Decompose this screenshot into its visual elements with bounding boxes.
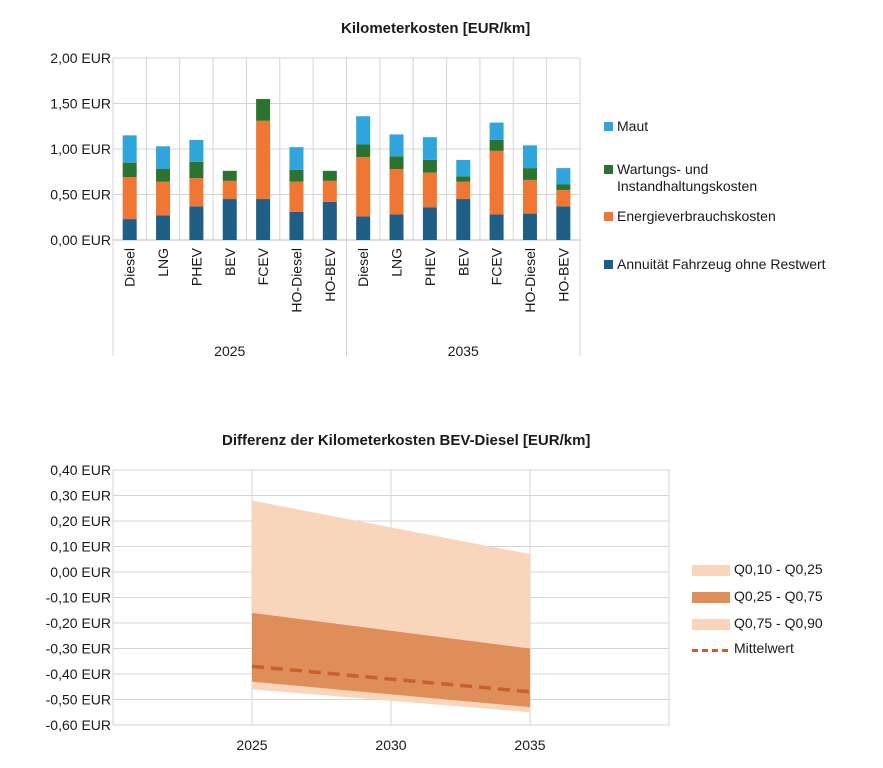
bar-segment (189, 162, 203, 178)
bar-segment (390, 169, 404, 215)
x-tick-label: Diesel (355, 248, 372, 287)
bar-segment (423, 137, 437, 160)
legend-label: Q0,25 - Q0,75 (734, 588, 823, 604)
bar-segment (356, 216, 370, 240)
bar-segment (223, 199, 237, 240)
bar-segment (556, 184, 570, 189)
bar-segment (456, 160, 470, 176)
y-tick-label: -0,60 EUR (45, 717, 111, 733)
x-tick-label: HO-Diesel (288, 248, 305, 313)
legend-dash (692, 649, 728, 652)
legend-label: Energieverbrauchskosten (617, 208, 776, 224)
y-tick-label: 1,50 EUR (50, 95, 111, 112)
legend-swatch (604, 212, 613, 221)
bar-segment (556, 206, 570, 240)
bar-segment (423, 207, 437, 240)
y-tick-label: 1,00 EUR (50, 141, 111, 157)
bar-segment (456, 176, 470, 181)
bar-segment (556, 168, 570, 184)
bar-segment (456, 199, 470, 240)
bar-segment (323, 171, 337, 181)
y-tick-label: 0,20 EUR (50, 513, 111, 529)
bar-segment (490, 140, 504, 151)
bar-segment (523, 145, 537, 168)
x-tick-label: BEV (221, 248, 238, 277)
legend-swatch (604, 165, 613, 174)
bar-segment (256, 121, 270, 199)
bar-segment (390, 134, 404, 156)
group-label: 2025 (214, 343, 246, 359)
chart-title: Kilometerkosten [EUR/km] (341, 20, 531, 37)
bar-segment (156, 146, 170, 169)
chart-title: Differenz der Kilometerkosten BEV-Diesel [EUR/km] (222, 432, 591, 449)
x-tick-label: PHEV (421, 248, 438, 287)
bar-segment (256, 199, 270, 240)
bar-segment (556, 190, 570, 206)
bar-segment (123, 135, 137, 162)
legend-swatch (604, 260, 613, 269)
bar-segment (456, 182, 470, 199)
legend-label: Annuität Fahrzeug ohne Restwert (617, 256, 826, 272)
bar-segment (289, 147, 303, 170)
bar-segment (156, 169, 170, 182)
y-tick-label: 0,00 EUR (50, 232, 111, 248)
bar-segment (423, 160, 437, 173)
legend-label: Mittelwert (734, 640, 794, 656)
legend-swatch (692, 619, 730, 630)
x-tick-label: HO-BEV (555, 248, 572, 302)
x-tick-label: Diesel (121, 248, 138, 287)
bar-segment (356, 116, 370, 144)
y-tick-label: 0,40 EUR (50, 462, 111, 478)
x-tick-label: LNG (388, 248, 405, 277)
bar-segment (289, 212, 303, 240)
group-label: 2035 (447, 343, 479, 359)
y-tick-label: 0,10 EUR (50, 538, 111, 555)
bar-segment (256, 99, 270, 121)
y-tick-label: 2,00 EUR (50, 50, 111, 66)
bar-segment (156, 182, 170, 216)
x-tick-label: FCEV (255, 248, 272, 286)
bar-segment (523, 214, 537, 240)
y-tick-label: -0,10 EUR (45, 589, 111, 606)
y-tick-label: 0,50 EUR (50, 186, 111, 203)
bar-segment (523, 180, 537, 214)
bar-segment (123, 163, 137, 178)
x-tick-label: FCEV (488, 248, 505, 286)
bar-segment (189, 178, 203, 206)
legend-swatch (692, 592, 730, 603)
bar-segment (356, 144, 370, 157)
bar-segment (390, 156, 404, 169)
bar-segment (490, 151, 504, 215)
bar-segment (390, 215, 404, 240)
bar-segment (189, 140, 203, 162)
legend-label: Maut (617, 118, 649, 134)
bar-segment (523, 168, 537, 180)
legend-label: Q0,75 - Q0,90 (734, 615, 823, 631)
bar-segment (356, 157, 370, 216)
y-tick-label: -0,30 EUR (45, 640, 111, 657)
bar-segment (289, 182, 303, 212)
bar-segment (223, 181, 237, 199)
bar-segment (123, 219, 137, 240)
y-tick-label: -0,20 EUR (45, 615, 111, 631)
y-tick-label: -0,40 EUR (45, 666, 111, 682)
x-tick-label: 2025 (236, 737, 268, 753)
bar-segment (323, 202, 337, 240)
y-tick-label: 0,30 EUR (50, 487, 111, 504)
bar-segment (289, 170, 303, 182)
bar-segment (123, 177, 137, 219)
bar-segment (490, 123, 504, 140)
bar-segment (223, 171, 237, 181)
bar-segment (189, 206, 203, 240)
x-tick-label: HO-BEV (321, 248, 338, 302)
x-tick-label: BEV (455, 248, 472, 277)
x-tick-label: HO-Diesel (521, 248, 538, 313)
y-tick-label: -0,50 EUR (45, 691, 111, 708)
legend-label: Wartungs- und Instandhaltungskosten (617, 161, 758, 194)
legend-swatch (604, 122, 613, 131)
x-tick-label: 2030 (375, 737, 407, 753)
legend-label: Q0,10 - Q0,25 (734, 561, 823, 577)
bar-segment (423, 173, 437, 208)
bar-segment (490, 215, 504, 240)
bar-segment (323, 181, 337, 202)
bar-segment (156, 215, 170, 240)
x-tick-label: LNG (155, 248, 172, 277)
x-tick-label: 2035 (514, 737, 546, 753)
x-tick-label: PHEV (188, 248, 205, 287)
y-tick-label: 0,00 EUR (50, 564, 111, 580)
legend-swatch (692, 565, 730, 576)
